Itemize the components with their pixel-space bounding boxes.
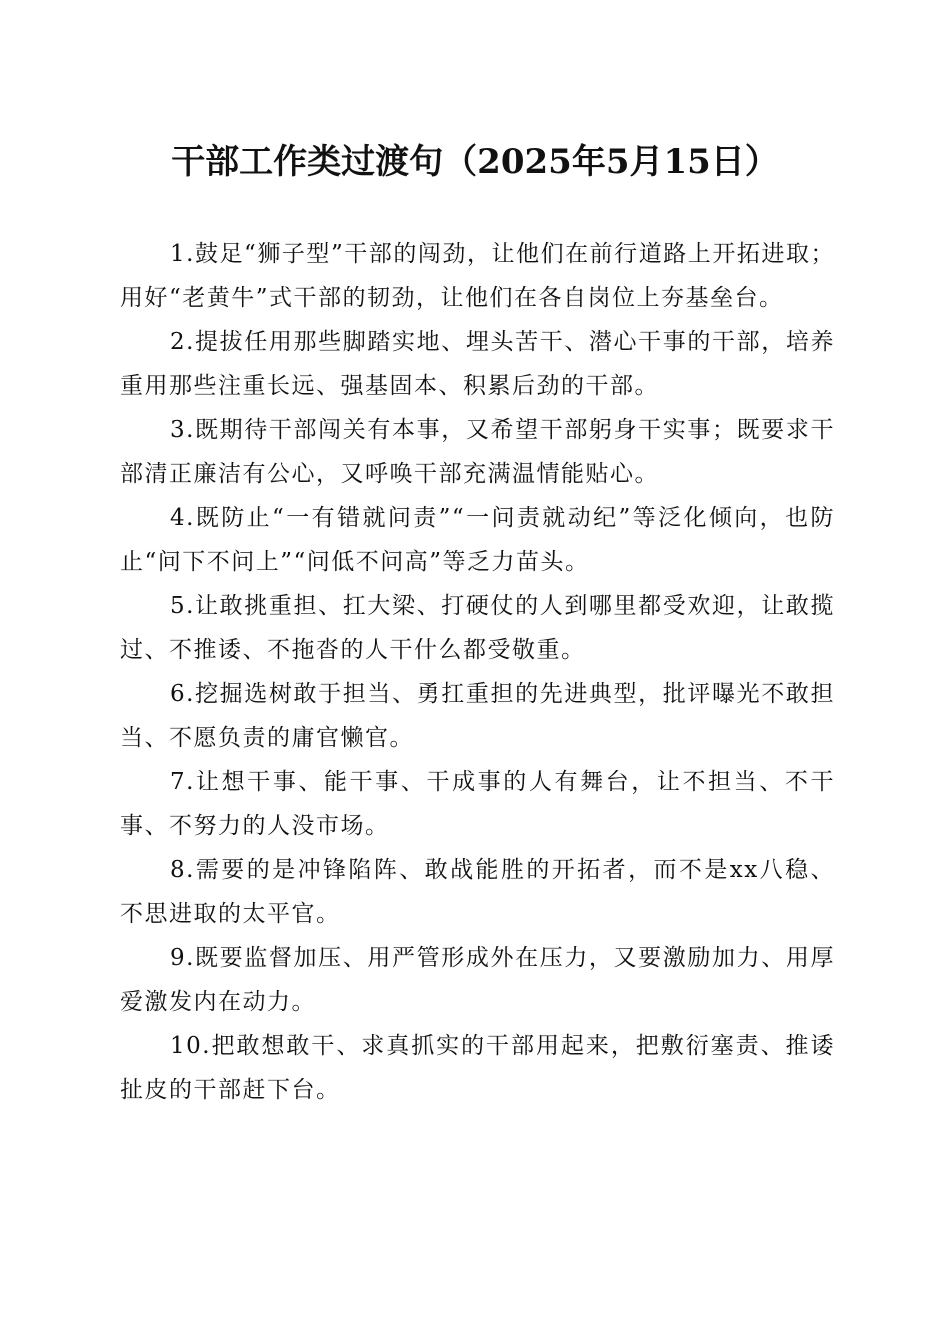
paragraph-10: 10.把敢想敢干、求真抓实的干部用起来，把敷衍塞责、推诿扯皮的干部赶下台。	[120, 1033, 835, 1103]
paragraph-5: 5.让敢挑重担、扛大梁、打硬仗的人到哪里都受欢迎，让敢揽过、不推诿、不拖沓的人干什么都受敬重。	[120, 593, 835, 663]
paragraph-1: 1.鼓足“狮子型”干部的闯劲，让他们在前行道路上开拓进取；用好“老黄牛”式干部的韧劲，让他们在各自岗位上夯基垒台。	[120, 241, 835, 311]
paragraph-4: 4.既防止“一有错就问责”“一问责就动纪”等泛化倾向，也防止“问下不问上”“问低不问高”等乏力苗头。	[120, 505, 835, 575]
document-body	[120, 232, 835, 1112]
document-title: 干部工作类过渡句（2025年5月15日）	[171, 142, 779, 182]
paragraph-7: 7.让想干事、能干事、干成事的人有舞台，让不担当、不干事、不努力的人没市场。	[120, 769, 835, 839]
paragraph-6: 6.挖掘选树敢于担当、勇扛重担的先进典型，批评曝光不敢担当、不愿负责的庸官懒官。	[120, 681, 835, 751]
paragraph-9: 9.既要监督加压、用严管形成外在压力，又要激励加力、用厚爱激发内在动力。	[120, 945, 835, 1015]
paragraph-2: 2.提拔任用那些脚踏实地、埋头苦干、潜心干事的干部，培养重用那些注重长远、强基固本、积累后劲的干部。	[120, 329, 835, 399]
paragraph-8: 8.需要的是冲锋陷阵、敢战能胜的开拓者，而不是xx八稳、不思进取的太平官。	[120, 857, 835, 927]
paragraph-3: 3.既期待干部闯关有本事，又希望干部躬身干实事；既要求干部清正廉洁有公心，又呼唤干部充满温情能贴心。	[120, 417, 835, 487]
